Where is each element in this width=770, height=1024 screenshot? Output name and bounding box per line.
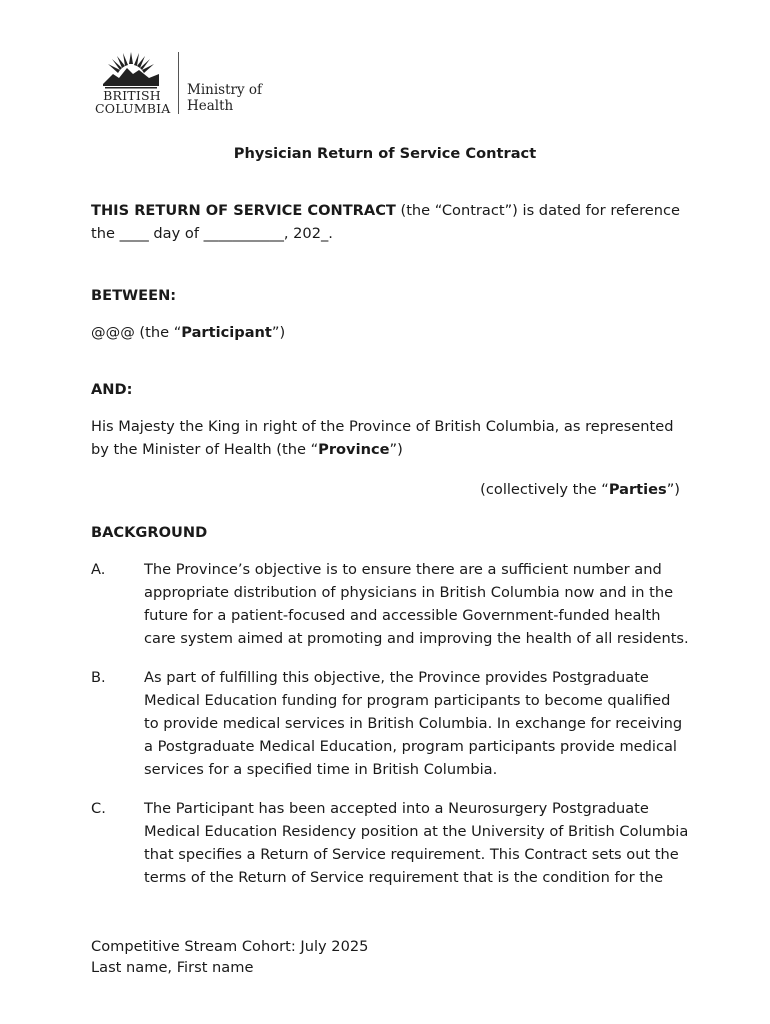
page-footer — [91, 936, 691, 978]
logo-wordmark-line2: COLUMBIA — [95, 101, 171, 116]
participant-prefix: @@@ (the “ — [91, 324, 182, 341]
background-item-text: The Province’s objective is to ensure there are a sufficient number and appropriate distribution of physicians in British Columbia now and in the future for a patient-focused and accessible Government-funded health care system aimed at promoting and improving the health of all residents. — [144, 561, 689, 647]
parties-suffix: ”) — [666, 481, 680, 498]
background-item-text: As part of fulfilling this objective, the Province provides Postgraduate Medical Education funding for program participants to become qualified to provide medical services in British Columbia. In exchange for receiving a Postgraduate Medical Education, program participants provide medical services for a specified time in British Columbia. — [144, 669, 683, 778]
province-prefix: His Majesty the King in right of the Province of British Columbia, as represented by the Minister of Health (the “ — [91, 418, 674, 458]
background-item-letter: B. — [91, 669, 106, 686]
between-heading: BETWEEN: — [91, 287, 177, 304]
participant-bold: Participant — [181, 324, 272, 341]
and-heading: AND: — [91, 381, 133, 398]
logo-wordmark-line1: BRITISH — [103, 88, 161, 103]
background-item-text: The Participant has been accepted into a Neurosurgery Postgraduate Medical Education Residency position at the University of British Columbia that specifies a Return of Service requirement. This Contract sets out the terms of the Return of Service requirement that is the condition for the — [144, 800, 689, 886]
province-bold: Province — [318, 441, 390, 458]
province-suffix: ”) — [389, 441, 403, 458]
background-heading: BACKGROUND — [91, 524, 208, 541]
participant-line — [91, 321, 691, 344]
ministry-of-health-logo — [95, 50, 270, 116]
bc-sun-mountain-icon — [103, 50, 159, 90]
intro-text: (the “Contract”) is dated for reference the ____ day of ___________, 202_. — [91, 202, 681, 242]
logo-divider — [178, 52, 179, 114]
background-item-letter: C. — [91, 800, 106, 817]
province-paragraph — [91, 415, 691, 461]
background-item-letter: A. — [91, 561, 106, 578]
ministry-name-line1: Ministry of — [187, 82, 263, 98]
footer-cohort: Competitive Stream Cohort: July 2025 — [91, 938, 369, 955]
ministry-name-line2: Health — [187, 98, 234, 114]
parties-prefix: (collectively the “ — [480, 481, 609, 498]
parties-bold: Parties — [608, 481, 667, 498]
participant-suffix: ”) — [271, 324, 286, 341]
intro-paragraph — [91, 199, 691, 245]
document-title: Physician Return of Service Contract — [233, 145, 537, 162]
parties-line — [480, 478, 680, 501]
footer-name: Last name, First name — [91, 959, 254, 976]
intro-bold-text: THIS RETURN OF SERVICE CONTRACT — [91, 202, 396, 219]
ministry-name — [187, 82, 262, 114]
logo-wordmark — [95, 89, 169, 115]
